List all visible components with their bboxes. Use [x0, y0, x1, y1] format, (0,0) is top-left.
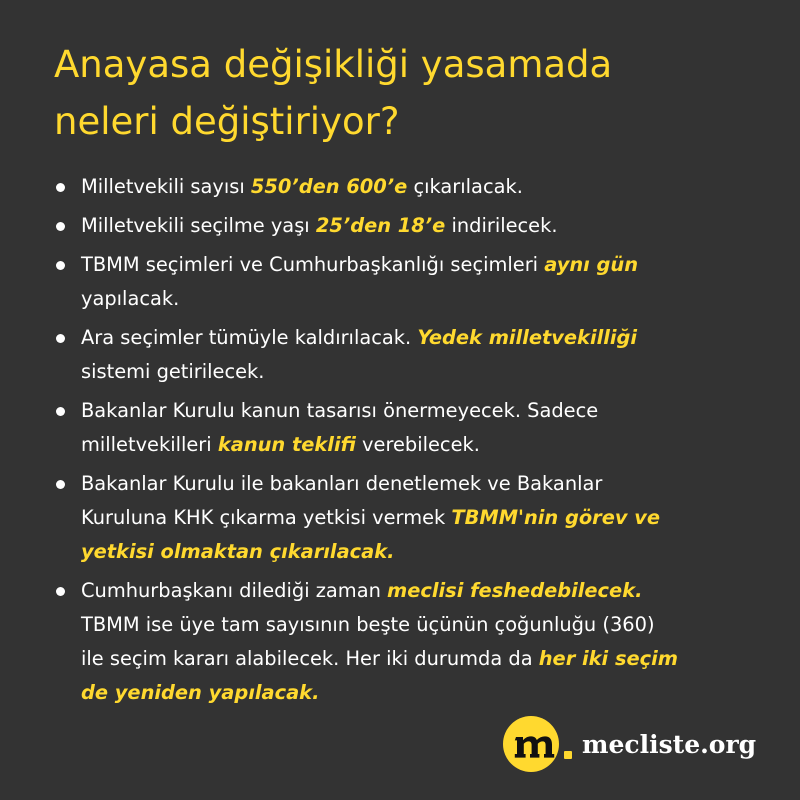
page-title [54, 36, 754, 150]
bullet-text: ile seçim kararı alabilecek. Her iki durumda da [81, 647, 539, 670]
bullet-line [81, 535, 762, 569]
bullet-text: milletvekilleri [81, 433, 218, 456]
list-item [0, 248, 800, 316]
bullet-text: Milletvekili sayısı [81, 175, 251, 198]
list-item [0, 467, 800, 569]
highlight-text: 550’den 600’e [250, 175, 408, 198]
bullet-dot [56, 480, 65, 489]
bullet-text: Bakanlar Kurulu kanun tasarısı önermeyecek. Sadece [81, 399, 599, 422]
highlight-text: TBMM'nin görev ve [451, 506, 661, 529]
bullet-line [81, 501, 762, 535]
bullet-line [81, 394, 762, 428]
bullet-list [0, 170, 800, 715]
bullet-text: Cumhurbaşkanı dilediği zaman [81, 579, 388, 602]
bullet-line [81, 608, 762, 642]
bullet-text: Bakanlar Kurulu ile bakanları denetlemek ve Bakanlar [81, 472, 603, 495]
highlight-text: aynı gün [544, 253, 639, 276]
bullet-text: TBMM seçimleri ve Cumhurbaşkanlığı seçimleri [81, 253, 545, 276]
highlight-text: kanun teklifi [217, 433, 356, 456]
highlight-text: her iki seçim [538, 647, 678, 670]
bullet-line [81, 248, 762, 282]
brand-dot [564, 751, 572, 759]
bullet-line [81, 428, 762, 462]
bullet-text: Milletvekili seçilme yaşı [81, 214, 316, 237]
highlight-text: 25’den 18’e [315, 214, 446, 237]
bullet-line [81, 676, 762, 710]
bullet-dot [56, 183, 65, 192]
bullet-line [81, 574, 762, 608]
highlight-text: Yedek milletvekilliği [417, 326, 638, 349]
list-item [0, 170, 800, 204]
title-line-2: neleri değiştiriyor? [54, 100, 400, 143]
bullet-dot [56, 222, 65, 231]
bullet-text: Ara seçimler tümüyle kaldırılacak. [81, 326, 418, 349]
highlight-text: meclisi feshedebilecek. [387, 579, 643, 602]
highlight-text: de yeniden yapılacak. [81, 681, 320, 704]
title-line-1: Anayasa değişikliği yasamada [54, 43, 613, 86]
bullet-line [81, 170, 762, 204]
bullet-dot [56, 587, 65, 596]
bullet-line [81, 209, 762, 243]
bullet-text: sistemi getirilecek. [81, 360, 265, 383]
bullet-text: Kuruluna KHK çıkarma yetkisi vermek [81, 506, 452, 529]
list-item [0, 209, 800, 243]
bullet-text: indirilecek. [445, 214, 558, 237]
bullet-line [81, 642, 762, 676]
list-item [0, 574, 800, 710]
bullet-dot [56, 334, 65, 343]
bullet-line [81, 282, 762, 316]
bullet-text: TBMM ise üye tam sayısının beşte üçünün çoğunluğu (360) [81, 613, 655, 636]
bullet-text: çıkarılacak. [407, 175, 523, 198]
bullet-text: yapılacak. [81, 287, 180, 310]
brand-name: mecliste.org [582, 729, 757, 759]
bullet-dot [56, 407, 65, 416]
mecliste-logo-icon [503, 716, 559, 772]
bullet-line [81, 467, 762, 501]
bullet-line [81, 321, 762, 355]
bullet-dot [56, 261, 65, 270]
bullet-line [81, 355, 762, 389]
highlight-text: yetkisi olmaktan çıkarılacak. [81, 540, 395, 563]
brand-footer[interactable] [503, 716, 756, 772]
list-item [0, 321, 800, 389]
logo-m-glyph [503, 716, 559, 772]
list-item [0, 394, 800, 462]
bullet-text: verebilecek. [355, 433, 480, 456]
